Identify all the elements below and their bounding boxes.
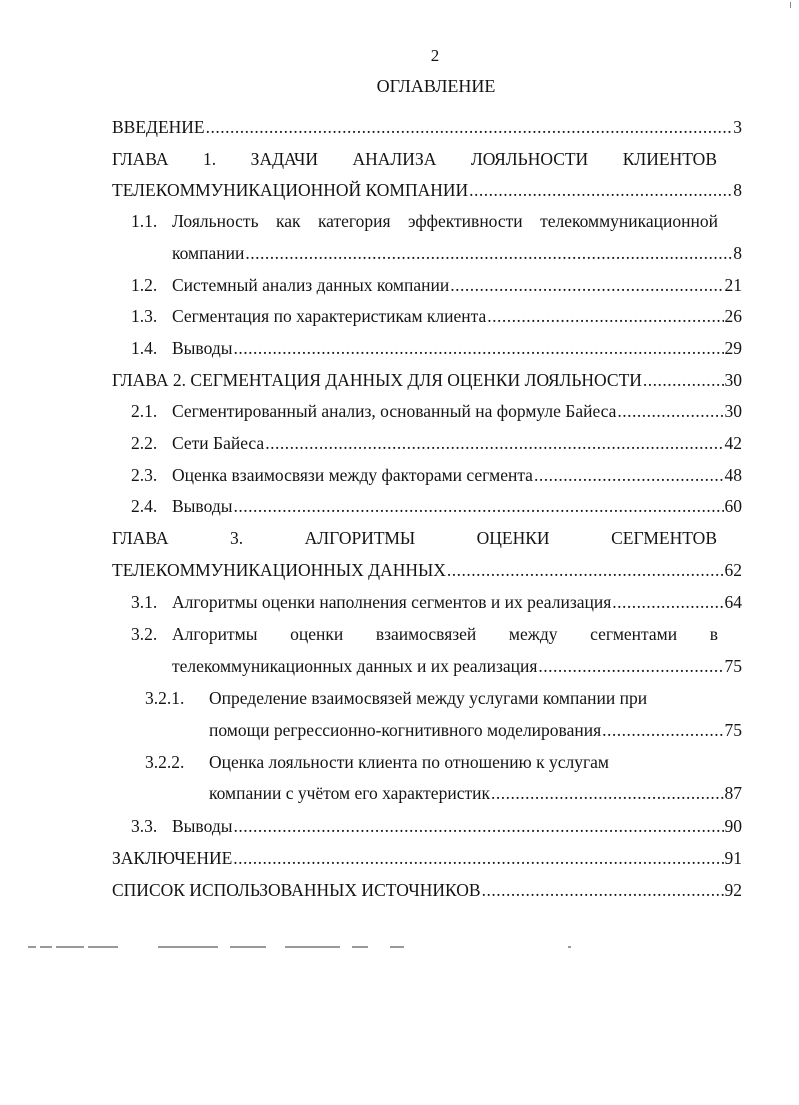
toc-num: 1.2. <box>131 275 158 295</box>
toc-entry-text: СПИСОК ИСПОЛЬЗОВАННЫХ ИСТОЧНИКОВ <box>112 880 481 900</box>
toc-entry-text: Выводы <box>172 496 233 516</box>
toc-chapter-3-line1[interactable]: ГЛАВА 3. АЛГОРИТМЫ ОЦЕНКИ СЕГМЕНТОВ <box>112 528 717 548</box>
toc-chapter-2[interactable] <box>112 368 742 392</box>
toc-entry-text: Сегментированный анализ, основанный на формуле Байеса <box>172 401 617 421</box>
toc-num: 1.1. <box>131 211 158 231</box>
page-number: 2 <box>430 46 440 65</box>
toc-num: 3.1. <box>131 592 158 612</box>
dot-leader <box>450 273 723 297</box>
toc-section-3-3[interactable] <box>172 814 742 838</box>
dot-leader <box>245 241 732 265</box>
toc-chapter-3[interactable] <box>112 558 742 582</box>
toc-num: 3.3. <box>131 816 158 836</box>
scan-noise <box>790 2 791 8</box>
dot-leader <box>643 368 724 392</box>
toc-section-3-2-line1[interactable]: Алгоритмы оценки взаимосвязей между сегментами в <box>172 624 718 644</box>
dot-leader <box>447 558 724 582</box>
dot-leader <box>487 304 723 328</box>
toc-page: 21 <box>724 275 742 295</box>
dot-leader <box>206 115 733 139</box>
toc-section-1-2[interactable] <box>172 273 742 297</box>
toc-page: 42 <box>724 433 742 453</box>
dot-leader <box>233 336 723 360</box>
dot-leader <box>534 463 724 487</box>
toc-entry-text: Оценка взаимосвязи между факторами сегмента <box>172 465 533 485</box>
toc-page: 8 <box>733 180 742 200</box>
toc-subsection-3-2-2-line1[interactable]: Оценка лояльности клиента по отношению к услугам <box>209 752 609 772</box>
toc-section-2-4[interactable] <box>172 494 742 518</box>
toc-entry-text: телекоммуникационных данных и их реализация <box>172 656 538 676</box>
dot-leader <box>612 590 723 614</box>
toc-entry-text: Сети Байеса <box>172 433 265 453</box>
scan-noise <box>568 946 571 948</box>
toc-page: 91 <box>724 848 742 868</box>
scan-noise <box>88 946 118 948</box>
page-title: ОГЛАВЛЕНИЕ <box>376 76 496 96</box>
toc-page: 29 <box>724 338 742 358</box>
toc-entry-text: ВВЕДЕНИЕ <box>112 117 205 137</box>
toc-page: 3 <box>733 117 742 137</box>
toc-entry-text: Выводы <box>172 338 233 358</box>
toc-page: 48 <box>724 465 742 485</box>
toc-num: 3.2. <box>131 624 158 644</box>
toc-section-1-1[interactable] <box>172 241 742 265</box>
scan-noise <box>56 946 84 948</box>
dot-leader <box>469 178 732 202</box>
toc-num: 2.4. <box>131 496 158 516</box>
scan-noise <box>230 946 266 948</box>
dot-leader <box>617 399 723 423</box>
toc-page: 75 <box>724 720 742 740</box>
scan-noise <box>285 946 340 948</box>
scan-noise <box>390 946 404 948</box>
dot-leader <box>265 431 723 455</box>
toc-entry-text: Сегментация по характеристикам клиента <box>172 306 487 326</box>
dot-leader <box>482 878 724 902</box>
toc-subsection-3-2-1[interactable] <box>209 718 742 742</box>
toc-page: 30 <box>724 370 742 390</box>
dot-leader <box>233 814 723 838</box>
toc-entry-text: ТЕЛЕКОММУНИКАЦИОННЫХ ДАННЫХ <box>112 560 446 580</box>
toc-page: 90 <box>724 816 742 836</box>
toc-entry-text: Алгоритмы оценки наполнения сегментов и их реализация <box>172 592 612 612</box>
toc-section-1-3[interactable] <box>172 304 742 328</box>
toc-chapter-1[interactable] <box>112 178 742 202</box>
toc-page: 62 <box>724 560 742 580</box>
toc-page: 30 <box>724 401 742 421</box>
toc-entry-text: ГЛАВА 2. СЕГМЕНТАЦИЯ ДАННЫХ ДЛЯ ОЦЕНКИ ЛОЯЛЬНОСТИ <box>112 370 642 390</box>
toc-num: 2.1. <box>131 401 158 421</box>
dot-leader <box>491 781 724 805</box>
toc-chapter-1-line1[interactable]: ГЛАВА 1. ЗАДАЧИ АНАЛИЗА ЛОЯЛЬНОСТИ КЛИЕНТОВ <box>112 149 717 169</box>
dot-leader <box>538 654 723 678</box>
dot-leader <box>233 846 723 870</box>
scan-noise <box>158 946 218 948</box>
toc-section-1-4[interactable] <box>172 336 742 360</box>
toc-entry-intro[interactable] <box>112 115 742 139</box>
toc-entry-references[interactable] <box>112 878 742 902</box>
toc-section-3-1[interactable] <box>172 590 742 614</box>
toc-section-1-1-line1[interactable]: Лояльность как категория эффективности телекоммуникационной <box>172 211 718 231</box>
toc-section-2-2[interactable] <box>172 431 742 455</box>
dot-leader <box>233 494 723 518</box>
toc-num: 1.3. <box>131 306 158 326</box>
toc-entry-text: компании с учётом его характеристик <box>209 783 490 803</box>
toc-subsection-3-2-1-line1[interactable]: Определение взаимосвязей между услугами компании при <box>209 688 648 708</box>
toc-page: 75 <box>724 656 742 676</box>
toc-section-2-1[interactable] <box>172 399 742 423</box>
toc-num: 2.3. <box>131 465 158 485</box>
toc-entry-text: Системный анализ данных компании <box>172 275 450 295</box>
toc-page: 64 <box>724 592 742 612</box>
toc-num: 1.4. <box>131 338 158 358</box>
scan-noise <box>40 946 52 948</box>
toc-section-2-3[interactable] <box>172 463 742 487</box>
toc-page: 87 <box>724 783 742 803</box>
scan-noise <box>28 946 36 948</box>
dot-leader <box>602 718 723 742</box>
toc-num: 2.2. <box>131 433 158 453</box>
toc-subsection-3-2-2[interactable] <box>209 781 742 805</box>
toc-entry-text: компании <box>172 243 245 263</box>
toc-entry-text: помощи регрессионно-когнитивного моделирования <box>209 720 602 740</box>
toc-section-3-2[interactable] <box>172 654 742 678</box>
toc-page: 92 <box>724 880 742 900</box>
toc-entry-text: ТЕЛЕКОММУНИКАЦИОННОЙ КОМПАНИИ <box>112 180 469 200</box>
toc-entry-text: ЗАКЛЮЧЕНИЕ <box>112 848 233 868</box>
toc-page: 26 <box>724 306 742 326</box>
toc-page: 8 <box>733 243 742 263</box>
toc-page: 60 <box>724 496 742 516</box>
toc-num: 3.2.1. <box>145 688 185 708</box>
toc-num: 3.2.2. <box>145 752 185 772</box>
toc-entry-text: Выводы <box>172 816 233 836</box>
toc-entry-conclusion[interactable] <box>112 846 742 870</box>
scan-noise <box>352 946 368 948</box>
